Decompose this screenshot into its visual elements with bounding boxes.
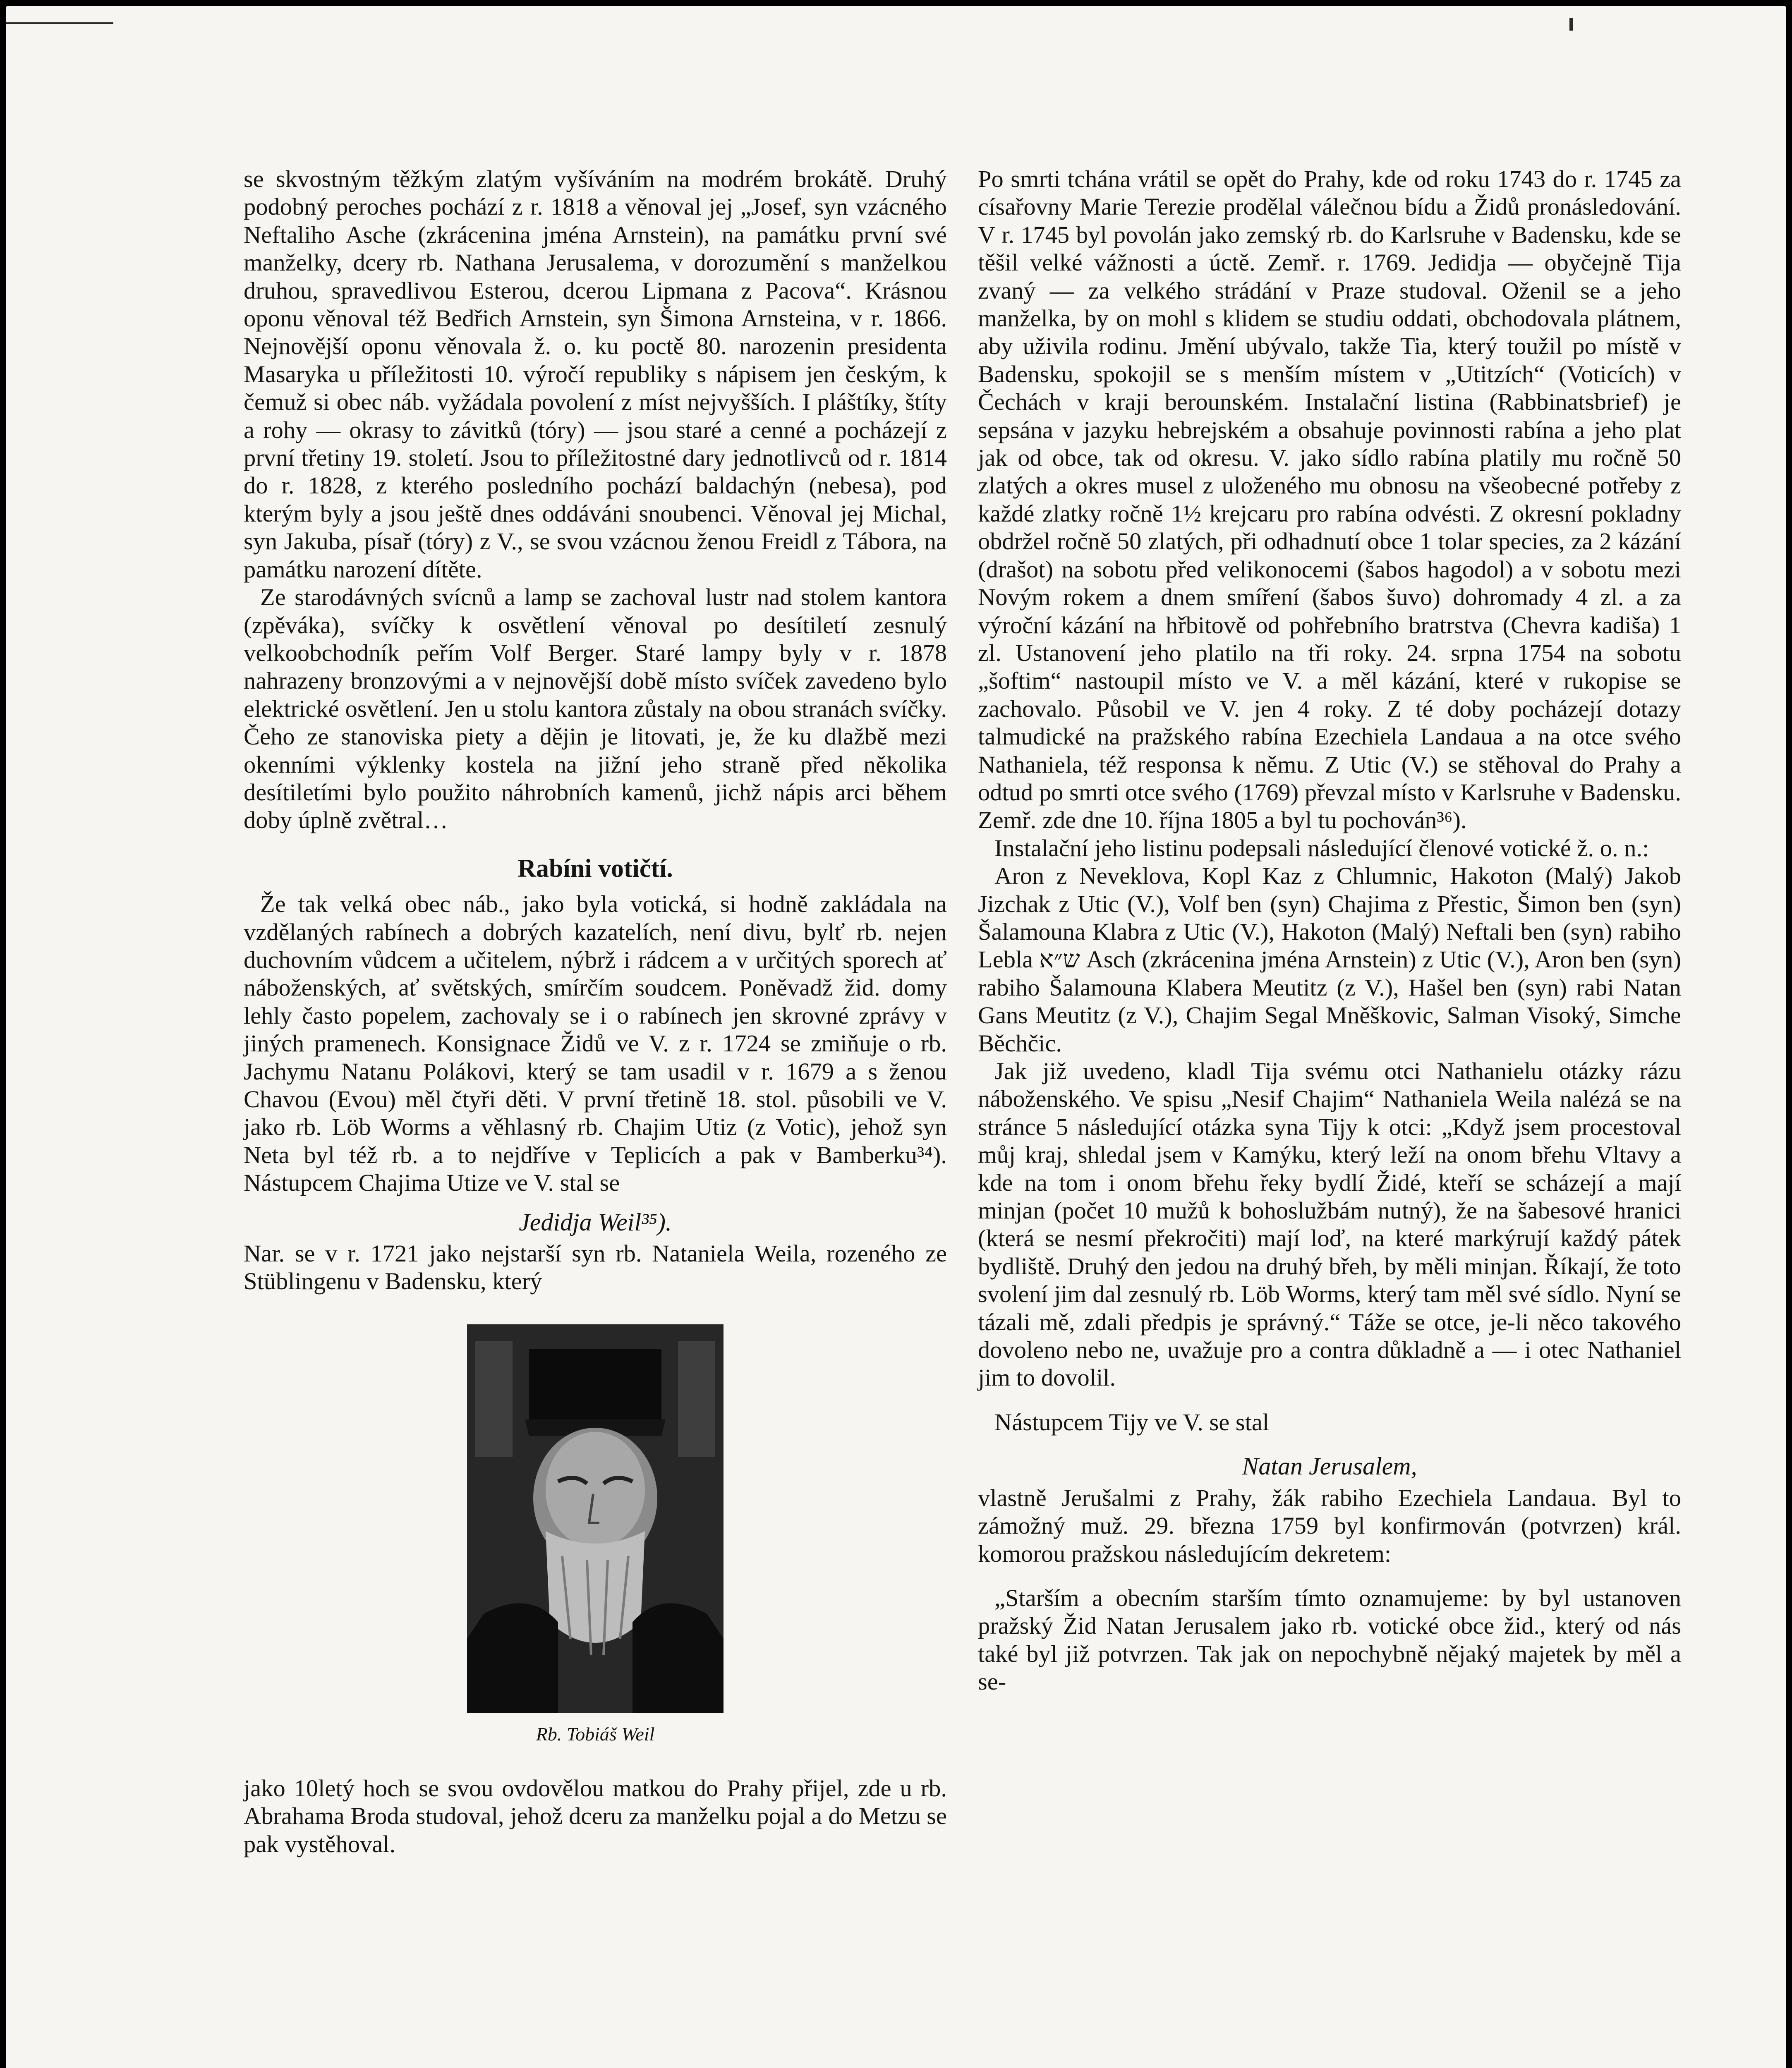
left-paragraph-3: Že tak velká obec náb., jako byla votická, si hodně zakládala na vzdělaných rabínech a dobrých kazatelích, není divu, bylť rb. nejen duchovním vůdcem a učitelem, nýbrž i rádcem a v určitých sporech ať náboženských, ať světských, smírčím soudcem. Poněvadž žid. domy lehly často popelem, zachovaly se i o rabínech jen skrovné zprávy v jiných pramenech. Konsignace Židů ve V. z r. 1724 se zmiňuje o rb. Jachymu Natanu Polákovi, který se tam usadil v r. 1679 a s ženou Chavou (Evou) měl čtyři děti. V první třetině 18. stol. působili ve V. jako rb. Löb Worms a věhlasný rb. Chajim Utiz (z Votic), jehož syn Neta byl též rb. a to nejdříve v Teplicích a pak v Bamberku³⁴). Nástupcem Chajima Utize ve V. stal se xyxy=(244,890,947,1197)
left-paragraph-1: se skvostným těžkým zlatým vyšíváním na modrém brokátě. Druhý podobný peroches pochází z r. 1818 a věnoval jej „Josef, syn vzácného Neftaliho Asche (zkrácenina jména Arnstein), na památku první své manželky, dcery rb. Nathana Jerusalema, v dorozumění s manželkou druhou, spravedlivou Esterou, dcerou Lipmana z Pacova“. Krásnou oponu věnoval též Bedřich Arnstein, syn Šimona Arnsteina, v r. 1866. Nejnovější oponu věnovala ž. o. ku poctě 80. narozenin presidenta Masaryka u příležitosti 10. výročí republiky s nápisem jen českým, k čemuž si obec náb. vyžádala povolení z míst nejvyšších. I pláštíky, štíty a rohy — okrasy to závitků (tóry) — jsou staré a cenné a pocházejí z první třetiny 19. století. Jsou to příležitostné dary jednotlivců od r. 1814 do r. 1828, z kterého posledního pochází baldachýn (nebesa), pod kterým byly a jsou ještě dnes oddáváni snoubenci. Věnoval jej Michal, syn Jakuba, písař (tóry) z V., se svou vzácnou ženou Freidl z Tábora, na památku narození dítěte. xyxy=(244,165,947,583)
left-paragraph-4: Nar. se v r. 1721 jako nejstarší syn rb. Nataniela Weila, rozeného ze Stüblingenu v Badensku, který xyxy=(244,1240,947,1295)
document-page xyxy=(6,6,1786,2068)
left-paragraph-5: jako 10letý hoch se svou ovdovělou matkou do Prahy přijel, zde u rb. Abrahama Broda studoval, jehož dceru za manželku pojal a do Metzu se pak vystěhoval. xyxy=(244,1774,947,1857)
left-column xyxy=(244,165,947,1858)
scan-mark-top-left xyxy=(6,22,113,24)
right-paragraph-6: vlastně Jerušalmi z Prahy, žák rabiho Ezechiela Landaua. Byl to zámožný muž. 29. března 1759 byl konfirmován (potvrzen) král. komorou pražskou následujícím dekretem: xyxy=(978,1484,1681,1567)
right-paragraph-5: Nástupcem Tijy ve V. se stal xyxy=(994,1408,1270,1436)
heading-rabbis: Rabíni votičtí. xyxy=(517,854,673,883)
portrait-caption: Rb. Tobiáš Weil xyxy=(536,1723,655,1745)
right-column xyxy=(978,165,1681,1696)
right-paragraph-1: Po smrti tchána vrátil se opět do Prahy, kde od roku 1743 do r. 1745 za císařovny Marie Terezie prodělal válečnou bídu a Židů pronásledování. V r. 1745 byl povolán jako zemský rb. do Karlsruhe v Badensku, kde se těšil velké vážnosti a úctě. Zemř. r. 1769. Jedidja — obyčejně Tija zvaný — za velkého strádání v Praze studoval. Oženil se a jeho manželka, by on mohl s klidem se studiu oddati, obchodovala plátnem, aby uživila rodinu. Jmění ubývalo, takže Tia, který toužil po místě v Badensku, spokojil se s menším místem v „Utitzích“ (Voticích) v Čechách v kraji berounském. Instalační listina (Rabbinatsbrief) je sepsána v jazyku hebrejském a obsahuje povinnosti rabína a jeho plat jak od obce, tak od okresu. V. jako sídlo rabína platily mu ročně 50 zlatých a okres musel z uloženého mu obnosu na všeobecné potřeby z každé zlatky ročně 1½ krejcaru pro rabína odvésti. Z okresní pokladny obdržel ročně 50 zlatých, při odhadnutí obce 1 tolar species, za 2 kázání (drašot) na sobotu před velikonocemi (šabos hagodol) a v sobotu mezi Novým rokem a dnem smíření (šabos šuvo) dohromady 4 zl. a za výroční kázání na hřbitově od pohřebního bratrstva (Chevra kadiša) 1 zl. Ustanovení jeho platilo na tři roky. 24. srpna 1754 na sobotu „šoftim“ nastoupil místo ve V. a měl kázání, které v rukopise se zachovalo. Působil ve V. jen 4 roky. Z té doby pocházejí dotazy talmudické na pražského rabína Ezechiela Landaua a na otce svého Nathaniela, též responsa k němu. Z Utic (V.) se stěhoval do Prahy a odtud po smrti otce svého (1769) převzal místo v Karlsruhe v Badensku. Zemř. zde dne 10. října 1805 a byl tu pochován³⁶). xyxy=(978,165,1681,834)
right-paragraph-3: Aron z Neveklova, Kopl Kaz z Chlumnic, Hakoton (Malý) Jakob Jizchak z Utic (V.), Volf ben (syn) Chajima z Přestic, Šimon ben (syn) Šalamouna Klabra z Utic (V.), Hakoton (Malý) Neftali ben (syn) rabiho Lebla ש״א Asch (zkrácenina jména Arnstein) z Utic (V.), Aron ben (syn) rabiho Šalamouna Klabera Meutitz (z V.), Hašel ben (syn) rabi Natan Gans Meutitz (z V.), Chajim Segal Mněškovic, Salman Visoký, Simche Běchčic. xyxy=(978,862,1681,1057)
right-paragraph-7: „Starším a obecním starším tímto oznamujeme: by byl ustanoven pražský Žid Natan Jerusalem jako rb. votické obce žid., který od nás také byl již potvrzen. Tak jak on nepochybně nějaký majetek by měl a se- xyxy=(978,1584,1681,1695)
portrait-photo xyxy=(467,1324,724,1713)
right-paragraph-4: Jak již uvedeno, kladl Tija svému otci Nathanielu otázky rázu náboženského. Ve spisu „Nesif Chajim“ Nathaniela Weila nalézá se na stránce 5 následující otázka syna Tijy k otci: „Když jsem procestoval můj kraj, shledal jsem v Kamýku, který leží na onom břehu Vltavy a kde na tom i onom břehu řeky bydlí Židé, kteří se scházejí a mají minjan (počet 10 mužů k bohoslužbám nutný), že na šabesové hranici (která se nesmí překročiti) mají loď, na které markýrují každý pátek bydliště. Druhý den jedou na druhý břeh, by měli minjan. Říkají, že toto svolení jim dal zesnulý rb. Löb Worms, který tam měl své sídlo. Nyní se tázali mě, zdali předpis je správný.“ Táže se otce, je-li něco takového dovoleno nebo ne, uvažuje pro a contra důkladně a — i otec Nathaniel jim to dovolil. xyxy=(978,1058,1681,1391)
portrait-figure xyxy=(244,1324,947,1745)
left-paragraph-2: Ze starodávných svícnů a lamp se zachoval lustr nad stolem kantora (zpěváka), svíčky k osvětlení věnoval po desítiletí zesnulý velkoobchodník peřím Volf Berger. Staré lampy byly v r. 1878 nahrazeny bronzovými a v nejnovější době místo svíček zavedeno bylo elektrické osvětlení. Jen u stolu kantora zůstaly na obou stranách svíčky. Čeho ze stanoviska piety a dějin je litovati, je, že ku dlažbě mezi okenními výklenky kostela na jižní jeho straně před několika desítiletími bylo použito náhrobních kamenů, jichž nápis arci během doby úplně zvětral… xyxy=(244,584,947,834)
scan-mark-top-right xyxy=(1569,18,1573,31)
heading-jerusalem: Natan Jerusalem, xyxy=(1242,1453,1417,1480)
right-paragraph-2: Instalační jeho listinu podepsali následující členové votické ž. o. n.: xyxy=(994,834,1649,862)
heading-weil: Jedidja Weil³⁵). xyxy=(519,1208,672,1236)
